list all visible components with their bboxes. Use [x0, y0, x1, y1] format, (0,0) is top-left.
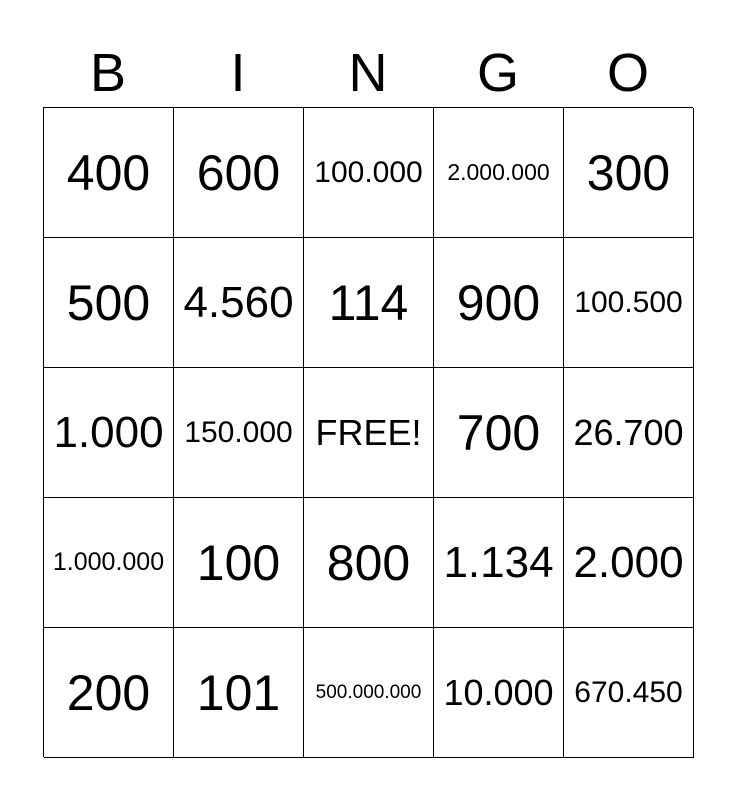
- bingo-cell[interactable]: 10.000: [434, 628, 564, 758]
- bingo-cell[interactable]: 2.000.000: [434, 108, 564, 238]
- header-letter-b: B: [89, 43, 127, 103]
- header-letter-n: N: [348, 43, 388, 103]
- bingo-cell[interactable]: 900: [434, 238, 564, 368]
- bingo-cell[interactable]: 670.450: [564, 628, 694, 758]
- bingo-cell[interactable]: 1.000.000: [44, 498, 174, 628]
- bingo-cell[interactable]: 200: [44, 628, 174, 758]
- bingo-cell[interactable]: 100: [174, 498, 304, 628]
- bingo-cell[interactable]: 2.000: [564, 498, 694, 628]
- bingo-cell[interactable]: 1.000: [44, 368, 174, 498]
- bingo-cell[interactable]: 600: [174, 108, 304, 238]
- bingo-cell[interactable]: 114: [304, 238, 434, 368]
- bingo-cell[interactable]: 300: [564, 108, 694, 238]
- bingo-cell[interactable]: 26.700: [564, 368, 694, 498]
- bingo-cell[interactable]: 400: [44, 108, 174, 238]
- header-letter-o: O: [606, 43, 649, 103]
- bingo-cell[interactable]: 1.134: [434, 498, 564, 628]
- bingo-cell[interactable]: 4.560: [174, 238, 304, 368]
- bingo-cell[interactable]: 100.500: [564, 238, 694, 368]
- bingo-free-cell[interactable]: FREE!: [304, 368, 434, 498]
- bingo-cell[interactable]: 700: [434, 368, 564, 498]
- bingo-cell[interactable]: 100.000: [304, 108, 434, 238]
- header-letter-g: G: [476, 43, 519, 103]
- bingo-cell[interactable]: 500: [44, 238, 174, 368]
- bingo-cell[interactable]: 101: [174, 628, 304, 758]
- bingo-cell[interactable]: 150.000: [174, 368, 304, 498]
- header-letter-i: I: [230, 43, 246, 103]
- bingo-header: [43, 40, 693, 106]
- bingo-cell[interactable]: 800: [304, 498, 434, 628]
- bingo-cell[interactable]: 500.000.000: [304, 628, 434, 758]
- bingo-board: [43, 107, 693, 757]
